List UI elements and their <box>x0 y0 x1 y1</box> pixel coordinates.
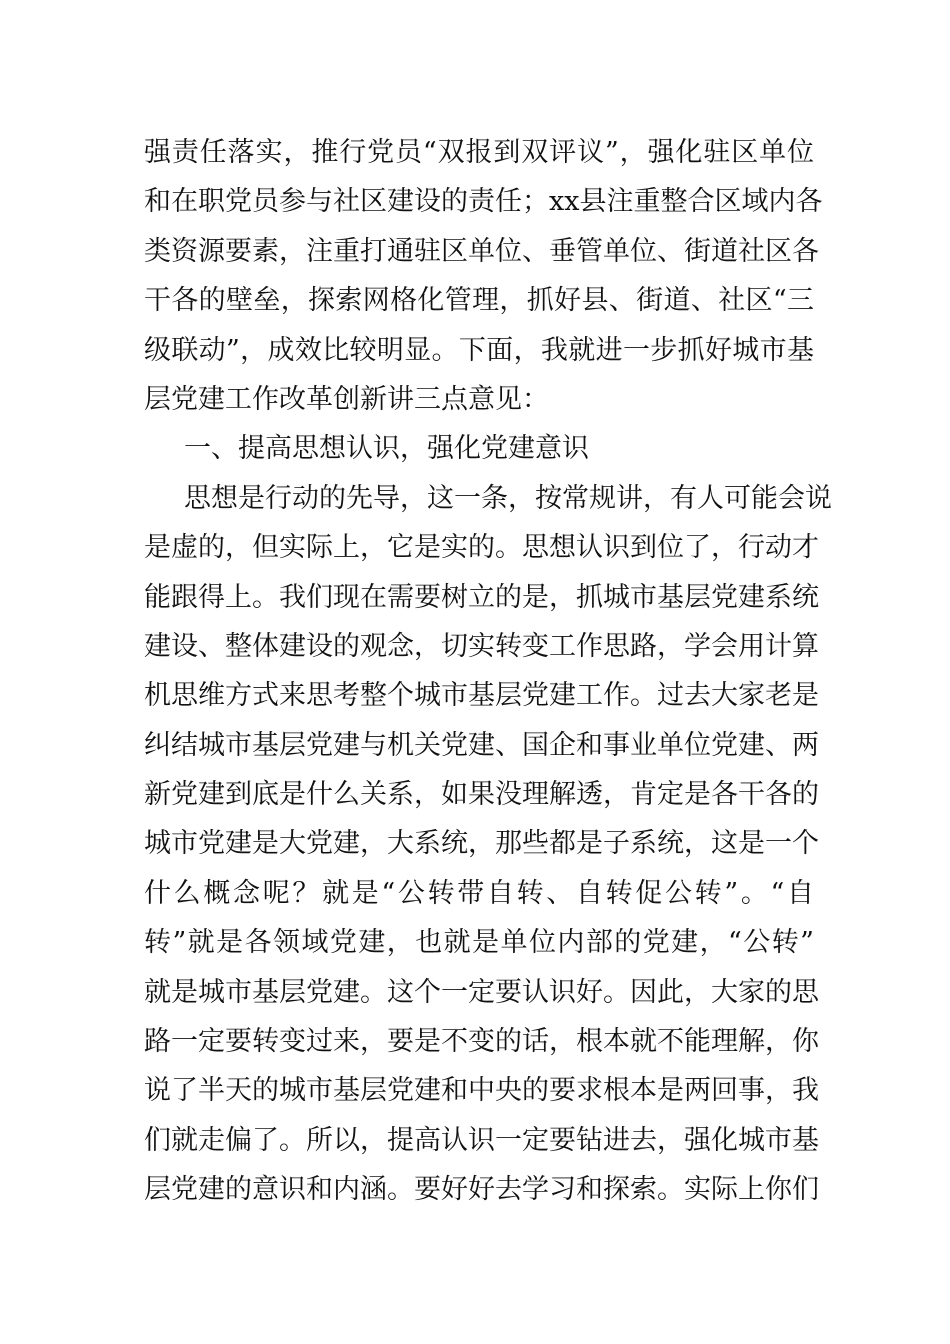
text-line: 说了半天的城市基层党建和中央的要求根本是两回事，我 <box>144 1075 819 1107</box>
text-line: 城市党建是大党建，大系统，那些都是子系统，这是一个 <box>144 828 819 860</box>
text-line: 类资源要素，注重打通驻区单位、垂管单位、街道社区各 <box>144 235 819 267</box>
text-line: 强责任落实，推行党员“双报到双评议”，强化驻区单位 <box>144 137 814 168</box>
section-heading: 一、提高思想认识，强化党建意识 <box>184 433 589 465</box>
text-line: 路一定要转变过来，要是不变的话，根本就不能理解，你 <box>144 1026 819 1058</box>
text-line: 层党建的意识和内涵。要好好去学习和探索。实际上你们 <box>144 1174 819 1206</box>
text-line: 是虚的，但实际上，它是实的。思想认识到位了，行动才 <box>144 532 819 564</box>
text-line: 级联动”，成效比较明显。下面，我就进一步抓好城市基 <box>144 334 814 366</box>
text-line: 转”就是各领域党建，也就是单位内部的党建，“公转” <box>144 927 814 959</box>
text-line: 机思维方式来思考整个城市基层党建工作。过去大家老是 <box>144 680 819 712</box>
text-line: 就是城市基层党建。这个一定要认识好。因此，大家的思 <box>144 976 819 1008</box>
text-line: 建设、整体建设的观念，切实转变工作思路，学会用计算 <box>144 630 819 662</box>
text-line: 干各的壁垒，探索网格化管理，抓好县、街道、社区“三 <box>144 285 814 317</box>
text-line: 层党建工作改革创新讲三点意见： <box>144 383 549 415</box>
body-text <box>144 128 832 1215</box>
text-line: 和在职党员参与社区建设的责任；xx县注重整合区域内各 <box>144 186 823 218</box>
text-line: 什么概念呢？就是“公转带自转、自转促公转”。“自 <box>144 877 814 909</box>
text-line: 新党建到底是什么关系，如果没理解透，肯定是各干各的 <box>144 779 819 811</box>
text-line: 们就走偏了。所以，提高认识一定要钻进去，强化城市基 <box>144 1124 819 1156</box>
text-line: 纠结城市基层党建与机关党建、国企和事业单位党建、两 <box>144 729 819 761</box>
text-line: 思想是行动的先导，这一条，按常规讲，有人可能会说 <box>184 482 832 514</box>
text-line: 能跟得上。我们现在需要树立的是，抓城市基层党建系统 <box>144 581 819 613</box>
